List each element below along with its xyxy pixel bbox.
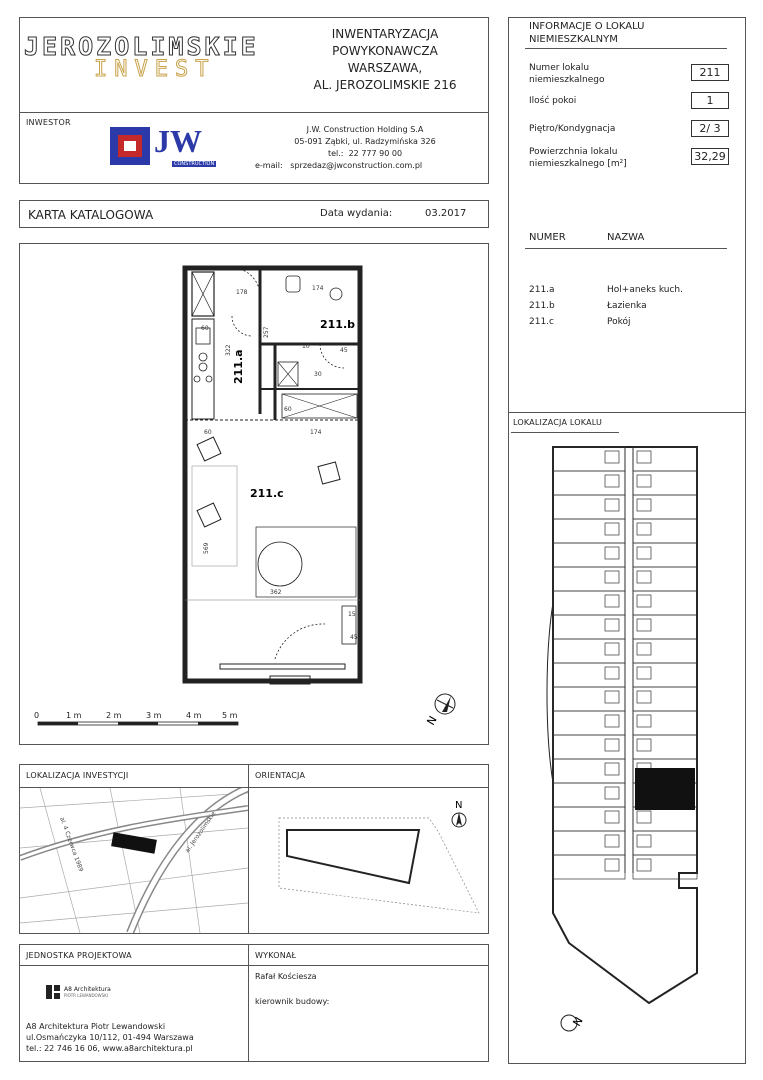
north-letter: N <box>455 800 463 811</box>
info-title <box>529 20 644 46</box>
designer-divider <box>20 965 248 966</box>
building-unit <box>633 543 697 567</box>
designer-label: JEDNOSTKA PROJEKTOWA <box>26 951 132 960</box>
investor-email-row <box>245 160 485 172</box>
info-row-value: 2/ 3 <box>691 120 729 137</box>
building-plan <box>509 433 745 1063</box>
scale-label: 5 m <box>222 711 238 720</box>
floor-plan-panel <box>19 243 489 745</box>
unit-bathroom <box>637 691 651 703</box>
info-row-value: 211 <box>691 64 729 81</box>
room-number: 211.c <box>529 317 554 327</box>
info-row-label: Piętro/Kondygnacja <box>529 124 616 134</box>
title-line: WARSZAWA, <box>347 61 423 75</box>
catalog-date: 03.2017 <box>425 208 467 219</box>
unit-bathroom <box>605 595 619 607</box>
executed-panel <box>248 944 489 1062</box>
dim-label: 60 <box>201 325 209 332</box>
building-unit <box>633 471 697 495</box>
unit-bathroom <box>637 715 651 727</box>
dim-label: 178 <box>236 289 248 296</box>
logo <box>24 32 294 82</box>
executed-label: WYKONAŁ <box>255 951 297 960</box>
dim-label: 60 <box>204 429 212 436</box>
unit-bathroom <box>637 811 651 823</box>
unit-bathroom <box>637 835 651 847</box>
investor-address: 05-091 Ząbki, ul. Radzymińska 326 <box>294 137 436 146</box>
building-unit <box>553 687 625 711</box>
catalog-bar <box>19 200 489 228</box>
executed-role: kierownik budowy: <box>255 997 330 1006</box>
dim-label: 362 <box>270 589 282 596</box>
unit-bathroom <box>637 523 651 535</box>
unit-bathroom <box>637 571 651 583</box>
room-label-a: 211.a <box>232 349 245 384</box>
compass-icon <box>424 694 455 728</box>
dim-label: 257 <box>263 326 270 338</box>
orientation-diagram <box>249 788 488 933</box>
scale-bar <box>34 711 238 725</box>
north-arrow-icon <box>452 800 466 827</box>
building-unit <box>553 567 625 591</box>
unit-bathroom <box>605 715 619 727</box>
investor-company: J.W. Construction Holding S.A <box>306 125 424 134</box>
dim-label: 30 <box>314 371 322 378</box>
unit-bathroom <box>605 499 619 511</box>
designer-address: ul.Osmańczyka 10/112, 01-494 Warszawa <box>26 1033 194 1042</box>
designer-panel <box>19 944 249 1062</box>
investor-label: INWESTOR <box>26 118 71 127</box>
building-unit <box>633 663 697 687</box>
building-unit <box>633 735 697 759</box>
unit-bathroom <box>637 475 651 487</box>
unit-bathroom <box>637 643 651 655</box>
building-unit <box>633 855 697 879</box>
unit-bathroom <box>605 691 619 703</box>
document-title <box>295 26 475 94</box>
unit-bathroom <box>605 547 619 559</box>
building-unit <box>633 807 697 831</box>
title-line: AL. JEROZOLIMSKIE 216 <box>313 78 457 92</box>
logo-line2: INVEST <box>94 57 216 82</box>
building-unit <box>553 519 625 543</box>
executed-person: Rafał Kościesza <box>255 972 317 981</box>
unit-bathroom <box>637 859 651 871</box>
dim-label: 174 <box>310 429 322 436</box>
designer-logo <box>46 985 111 999</box>
info-row-label: Ilość pokoi <box>529 96 577 106</box>
catalog-date-label: Data wydania: <box>320 208 393 219</box>
building-unit <box>633 831 697 855</box>
info-title-line: NIEMIESZKALNYM <box>529 34 618 45</box>
dim-label: 45 <box>350 634 358 641</box>
unit-bathroom <box>605 451 619 463</box>
a8-logo-icon <box>46 985 60 999</box>
info-row-label: Powierzchnia lokalu niemieszkalnego [m²] <box>529 147 627 169</box>
phone-value: 22 777 90 00 <box>348 149 403 158</box>
room-name: Hol+aneks kuch. <box>607 285 683 295</box>
designer-logo-text: A8 Architektura <box>64 986 111 993</box>
unit-bathroom <box>637 667 651 679</box>
info-title-line: INFORMACJE O LOKALU <box>529 21 645 32</box>
building-unit <box>553 639 625 663</box>
orientation-panel <box>248 764 489 934</box>
room-label-b: 211.b <box>320 318 356 331</box>
dim-label: 569 <box>203 542 210 554</box>
investor-logo-sub: CONSTRUCTION <box>174 161 215 167</box>
dim-label: 322 <box>225 344 232 356</box>
info-row-value: 32,29 <box>691 148 729 165</box>
unit-bathroom <box>605 571 619 583</box>
building-unit <box>553 831 625 855</box>
building-unit <box>553 855 625 879</box>
room-name: Łazienka <box>607 301 647 311</box>
unit-bathroom <box>605 475 619 487</box>
dim-label: 60 <box>284 406 292 413</box>
scale-label: 3 m <box>146 711 162 720</box>
unit-bathroom <box>605 859 619 871</box>
building-unit <box>553 615 625 639</box>
location-unit-panel <box>508 412 746 1064</box>
building-unit <box>553 759 625 783</box>
building-unit <box>553 711 625 735</box>
scale-label: 4 m <box>186 711 202 720</box>
unit-bathroom <box>637 619 651 631</box>
info-panel <box>508 17 746 413</box>
dim-label: 45 <box>340 347 348 354</box>
unit-bathroom <box>605 643 619 655</box>
rooms-col-name: NAZWA <box>607 232 645 243</box>
info-row-label: Numer lokalu niemieszkalnego <box>529 63 605 85</box>
logo-line1: JEROZOLIMSKIE <box>24 32 259 61</box>
unit-bathroom <box>637 451 651 463</box>
room-label-c: 211.c <box>250 487 284 500</box>
building-unit <box>633 495 697 519</box>
dim-label: 15 <box>348 611 356 618</box>
unit-bathroom <box>605 811 619 823</box>
scale-label: 0 <box>34 711 40 720</box>
catalog-title: KARTA KATALOGOWA <box>28 208 154 222</box>
building-unit <box>553 471 625 495</box>
info-row-value: 1 <box>691 92 729 109</box>
room-name: Pokój <box>607 317 631 327</box>
compass-icon <box>561 1015 586 1031</box>
title-line: INWENTARYZACJA <box>331 27 439 41</box>
compass-letter: N <box>570 1014 586 1029</box>
designer-logo-sub: PIOTR LEWANDOWSKI <box>64 993 108 998</box>
info-title-underline <box>525 48 727 49</box>
building-unit <box>633 639 697 663</box>
scale-label: 2 m <box>106 711 122 720</box>
unit-bathroom <box>605 739 619 751</box>
building-unit <box>553 735 625 759</box>
rooms-header-underline <box>525 248 727 249</box>
building-unit <box>553 807 625 831</box>
room-number: 211.a <box>529 285 555 295</box>
location-unit-label: LOKALIZACJA LOKALU <box>513 418 603 427</box>
building-unit <box>553 591 625 615</box>
street-label: al. 4 Czerwca 1989 <box>58 816 85 873</box>
email-value[interactable]: sprzedaz@jwconstruction.com.pl <box>290 161 423 170</box>
orientation-label: ORIENTACJA <box>255 771 306 780</box>
unit-bathroom <box>605 835 619 847</box>
investor-phone-row <box>245 148 485 160</box>
floor-plan <box>20 244 488 744</box>
compass-letter: N <box>424 713 440 728</box>
unit-bathroom <box>637 595 651 607</box>
building-unit <box>633 615 697 639</box>
rooms-col-number: NUMER <box>529 232 566 243</box>
building-unit <box>553 783 625 807</box>
building-unit <box>633 687 697 711</box>
building-unit <box>553 447 625 471</box>
investor-logo-text: JW <box>154 123 202 159</box>
unit-bathroom <box>637 739 651 751</box>
building-unit <box>553 495 625 519</box>
unit-bathroom <box>605 523 619 535</box>
designer-contact-line: tel.: 22 746 16 06, www.a8architektura.pl <box>26 1044 193 1053</box>
building-unit <box>633 711 697 735</box>
street-label: al. Jerozolimskie <box>183 810 218 855</box>
email-label: e-mail: <box>255 161 283 170</box>
unit-bathroom <box>637 499 651 511</box>
building-unit <box>633 567 697 591</box>
dim-label: 10 <box>302 343 310 350</box>
unit-bathroom <box>605 667 619 679</box>
header-panel <box>19 17 489 184</box>
unit-bathroom <box>637 547 651 559</box>
scale-label: 1 m <box>66 711 82 720</box>
location-investment-panel <box>19 764 249 934</box>
location-investment-label: LOKALIZACJA INVESTYCJI <box>26 771 129 780</box>
unit-bathroom <box>605 619 619 631</box>
building-unit <box>553 543 625 567</box>
building-unit <box>633 447 697 471</box>
designer-contact <box>26 1021 194 1054</box>
title-line: POWYKONAWCZA <box>332 44 438 58</box>
dim-label: 174 <box>312 285 324 292</box>
unit-bathroom <box>605 787 619 799</box>
room-number: 211.b <box>529 301 555 311</box>
phone-label: tel.: <box>327 149 344 158</box>
unit-bathroom <box>605 763 619 775</box>
investor-contact <box>245 124 485 172</box>
investor-logo <box>110 125 214 169</box>
executed-divider <box>249 965 488 966</box>
building-unit <box>633 591 697 615</box>
header-divider <box>20 112 488 113</box>
building-unit <box>633 519 697 543</box>
designer-name: A8 Architektura Piotr Lewandowski <box>26 1022 166 1031</box>
location-map <box>20 788 248 933</box>
building-unit <box>553 663 625 687</box>
